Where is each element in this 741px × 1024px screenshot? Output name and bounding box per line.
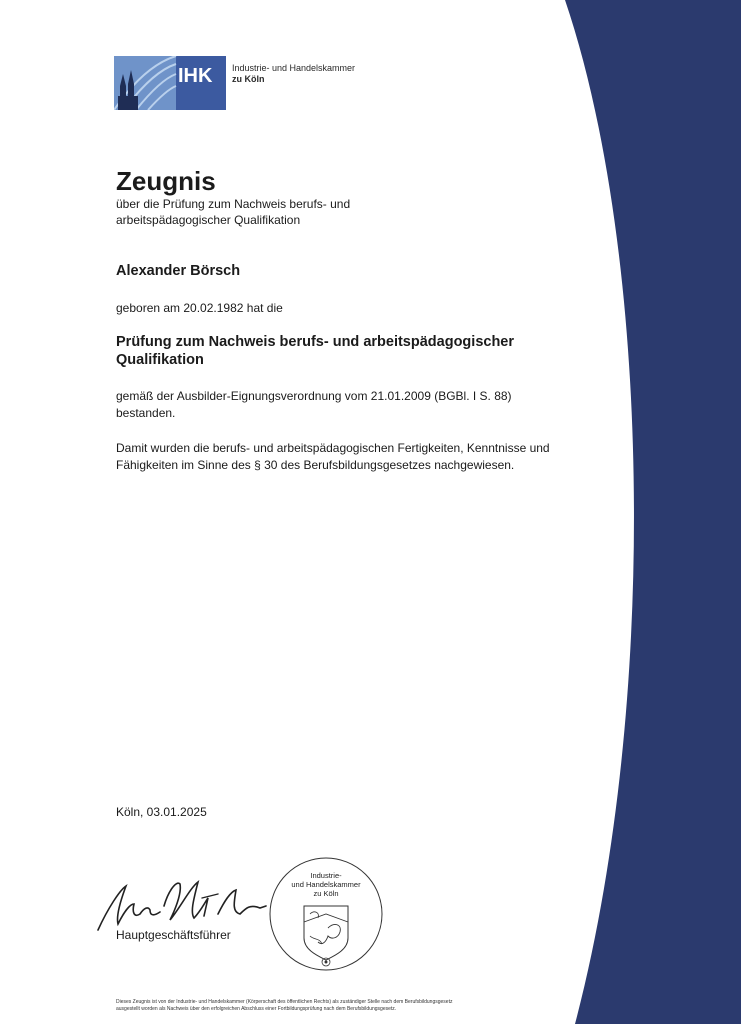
footer-notice: [116, 999, 556, 1012]
exam-title: Prüfung zum Nachweis berufs- und arbeitspädagogischer Qualifikation: [116, 334, 515, 368]
logo-text: IHK: [178, 65, 213, 87]
regulation-text: gemäß der Ausbilder-Eignungsverordnung vom 21.01.2009 (BGBl. I S. 88) bestanden.: [116, 389, 512, 420]
official-seal: [268, 856, 384, 972]
footer-line2: ausgestellt worden als Nachweis über den erfolgreichen Abschluss einer Fortbildungsprüfung nach dem Berufsbildungsgesetz.: [116, 1005, 397, 1012]
seal-line3: zu Köln: [313, 889, 339, 898]
holder-name: Alexander Börsch: [116, 263, 241, 279]
footer-line1: Dieses Zeugnis ist von der Industrie- und Handelskammer (Körperschaft des öffentlichen Rechts) als zuständiger Stelle nach dem Berufsbildungsgesetz: [116, 999, 453, 1005]
place-date: Köln, 03.01.2025: [116, 805, 207, 819]
signatory-role: Hauptgeschäftsführer: [116, 928, 231, 942]
birth-line: geboren am 20.02.1982 hat die: [116, 301, 283, 315]
organization-name-line2: zu Köln: [232, 74, 265, 84]
certificate-subtitle: über die Prüfung zum Nachweis berufs- und arbeitspädagogischer Qualifikation: [116, 197, 351, 227]
seal-line1: Industrie-: [310, 871, 342, 880]
seal-line2: und Handelskammer: [291, 880, 361, 889]
certificate-title: Zeugnis: [116, 166, 216, 196]
organization-name-line1: Industrie- und Handelskammer: [232, 63, 356, 73]
organization-name: [232, 63, 355, 85]
statement-text: Damit wurden die berufs- und arbeitspädagogischen Fertigkeiten, Kenntnisse und Fähigkeiten im Sinne des § 30 des Berufsbildungsgesetzes nachgewiesen.: [116, 441, 550, 472]
ihk-logo: [114, 56, 226, 110]
